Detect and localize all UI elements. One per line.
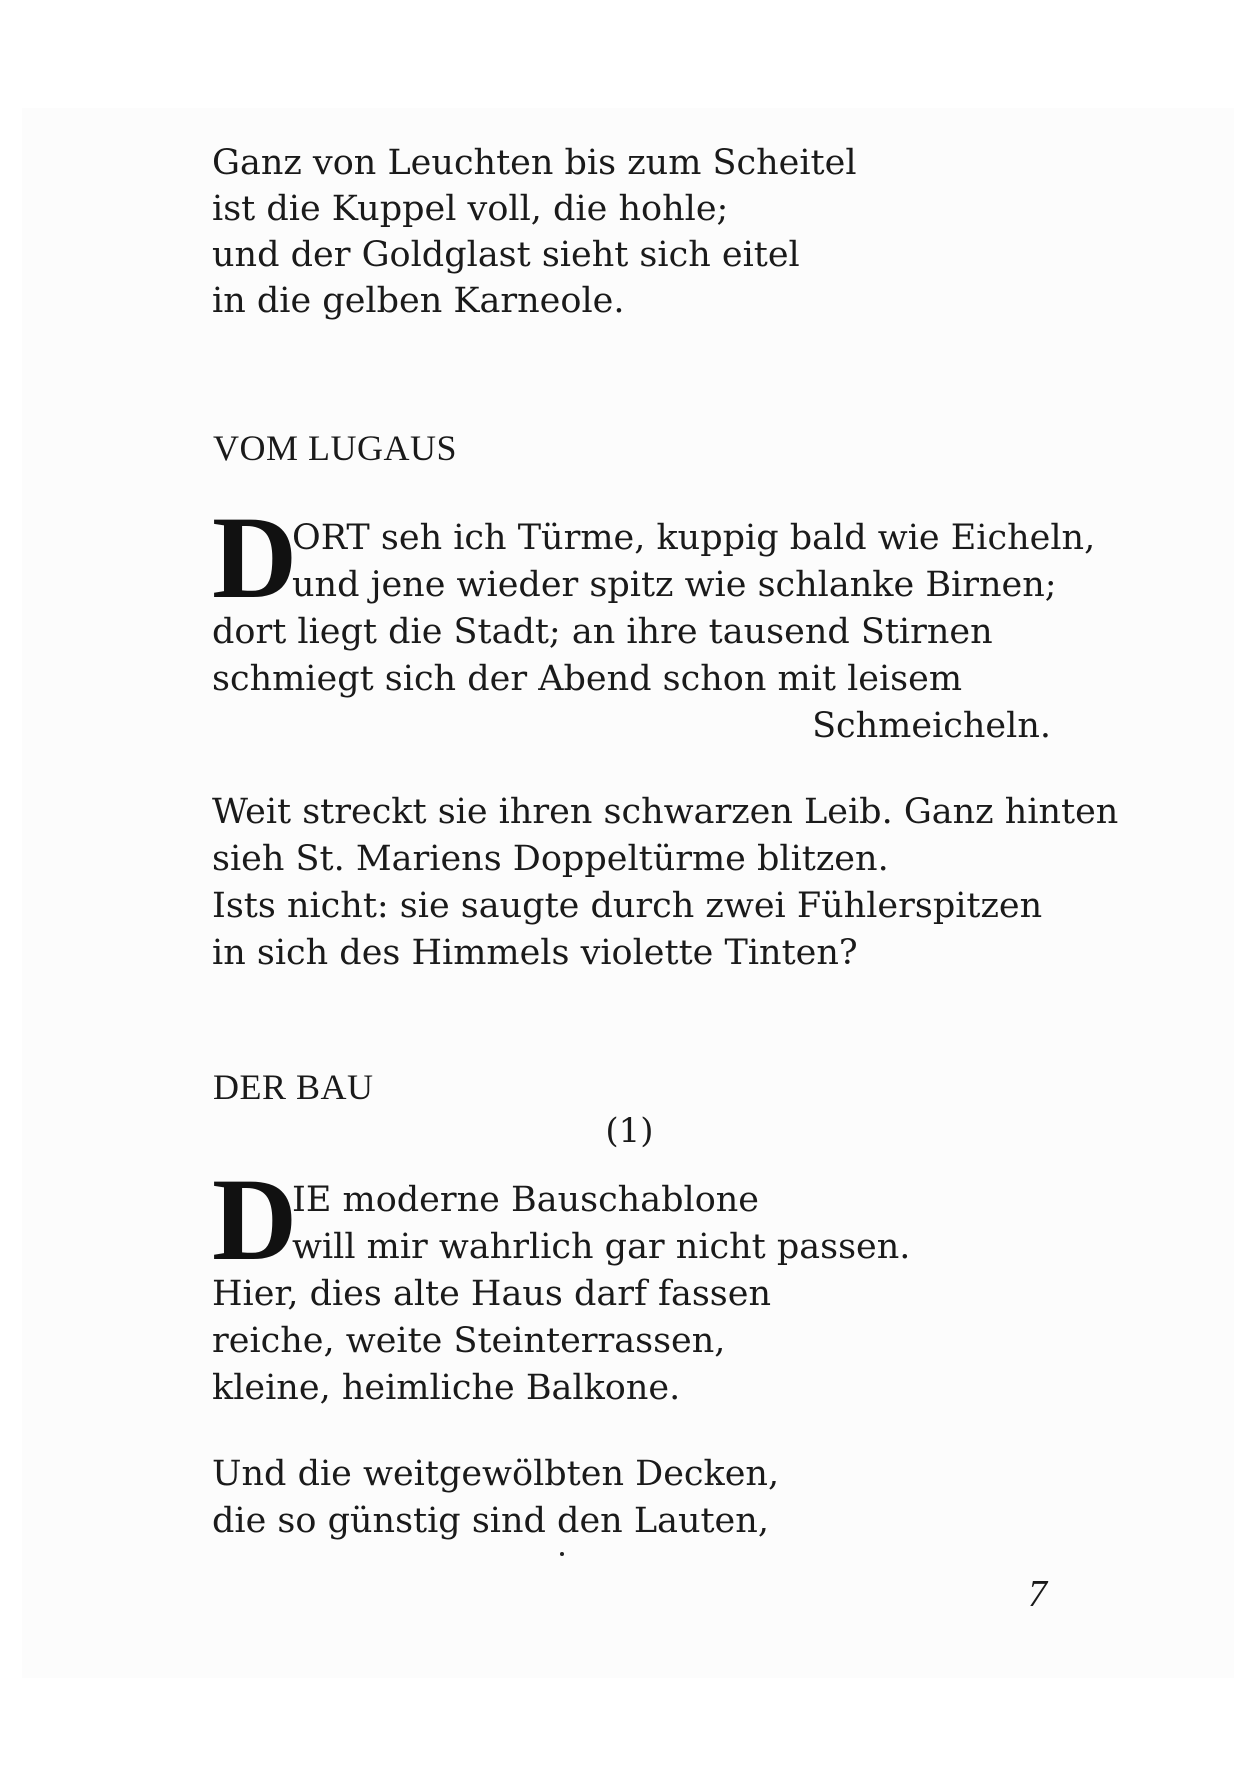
page-number: 7 <box>1028 1573 1047 1615</box>
stanza1-line-2: ist die Kuppel voll, die hohle; <box>212 189 729 229</box>
lugaus-s2-line-3: Ists nicht: sie saugte durch zwei Fühlerspitzen <box>212 886 1043 926</box>
dropcap-bau: D <box>212 1154 298 1285</box>
lugaus-s2-line-2: sieh St. Mariens Doppeltürme blitzen. <box>212 839 889 879</box>
lugaus-line-4: schmiegt sich der Abend schon mit leisem <box>212 659 963 699</box>
section-number: (1) <box>605 1111 654 1151</box>
bau-line-5: kleine, heimliche Balkone. <box>212 1368 681 1408</box>
bau-s2-line-2: die so günstig sind den Lauten, <box>212 1501 769 1541</box>
lugaus-s2-line-1: Weit streckt sie ihren schwarzen Leib. Ganz hinten <box>212 792 1119 832</box>
poem-title-lugaus: VOM LUGAUS <box>213 428 458 468</box>
lugaus-runover: Schmeicheln. <box>812 706 1051 746</box>
stanza1-line-1: Ganz von Leuchten bis zum Scheitel <box>212 143 857 183</box>
poem-title-bau: DER BAU <box>213 1067 374 1107</box>
dropcap-lugaus: D <box>212 492 298 623</box>
bau-line-1: IE moderne Bauschablone <box>292 1180 760 1220</box>
stanza1-line-4: in die gelben Karneole. <box>212 281 625 321</box>
bau-line-4: reiche, weite Steinterrassen, <box>212 1321 726 1361</box>
stanza1-line-3: und der Goldglast sieht sich eitel <box>212 235 800 275</box>
lugaus-line-3: dort liegt die Stadt; an ihre tausend Stirnen <box>212 612 993 652</box>
continuation-dot <box>560 1552 564 1556</box>
lugaus-s2-line-4: in sich des Himmels violette Tinten? <box>212 933 858 973</box>
bau-line-3: Hier, dies alte Haus darf fassen <box>212 1274 772 1314</box>
bau-line-2: will mir wahrlich gar nicht passen. <box>292 1227 911 1267</box>
bau-s2-line-1: Und die weitgewölbten Decken, <box>212 1454 780 1494</box>
lugaus-line-1: ORT seh ich Türme, kuppig bald wie Eicheln, <box>292 518 1096 558</box>
lugaus-line-2: und jene wieder spitz wie schlanke Birnen; <box>292 565 1057 605</box>
